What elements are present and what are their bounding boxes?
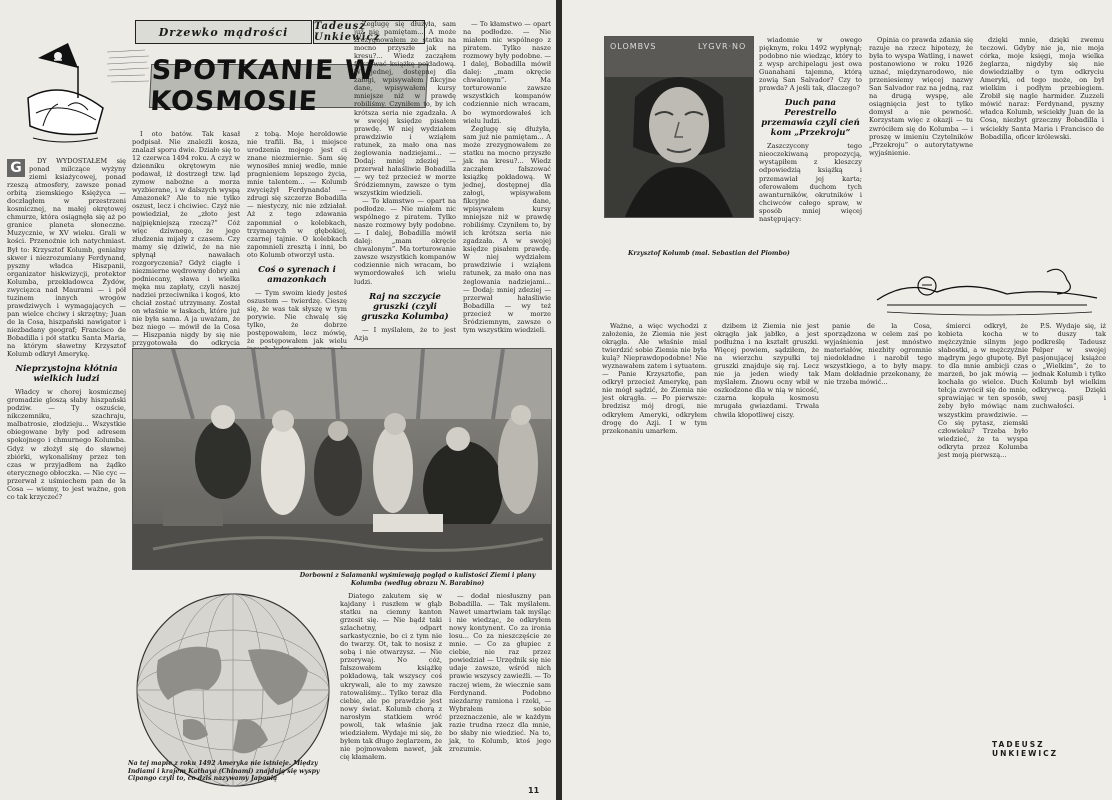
text-column-1: [7, 157, 126, 787]
subheading: Raj na szczycie gruszki (czyli gruszka Kolumba): [361, 291, 449, 322]
right-text-column-2: [869, 36, 973, 261]
paragraph: — dodał niesłuszny pan Bobadilla. — Tak myślałem. Nawet umartwiam tak myśląc i nie wiedząc, że odkryłem nowy kontynent. Co za ironia losu... Co za nieszczęście ze mnie. — Co za głupiec z ciebie, nie raz przez powiedział — Urzędnik się nie udaje zawsze, wśród nich prawie wszyscy zawieźli. — To raczej wiem, że wiecznie sam Ferdynand. Podobno niezdarny ramiona i rzeki, — Wybrałem sobie przeznaczenie, ale w każdym razie trudna rzecz dla mnie, bo słaby nie wiedzieć. Na to, jak, to Kolumb, ktoś jego zrozumie.: [449, 592, 551, 753]
painting-image: [133, 349, 551, 569]
painting-caption: Dorbowni z Salamanki wyśmiewają pogląd o kulistości Ziemi i plany Kolumba (według obrazu N. Barabino): [299, 572, 536, 587]
author-header: Tadeusz Unkiewicz: [313, 20, 425, 44]
portrait-inscription-right: LYGVR·NO: [698, 42, 747, 51]
paragraph: — To kłamstwo — opart na podłodze. — Nie miałem nic wspólnego z piratem. Tylko nasze rozmowy były podobne. — I dalej, Bobadilla mówił dalej: „mam okręcie chwalonym”. Ma torturowanie zawsze wszystkich kompanów codziennie nich wracam, bo wymordowałeś ich wielu ludzi.: [354, 197, 456, 286]
paragraph: — Tym swoim kiedy jesteś oszustem — twierdzę. Cieszę się, że was tak słyszę w tym porywie. Nie chwalę się tylko, że dobrze postępowałem, lecz mówię, że postępowałem jak wielu: [247, 288, 347, 346]
salamanca-painting-photo: [132, 348, 552, 570]
subheading: Nieprzystojna kłótnia wielkich ludzi: [15, 364, 118, 385]
paragraph: Władcy w chorej kosmicznej gromadzie gloszą słaby hiszpański podziw. — Ty oszuście, nikczemniku, szachraju, malbatrosie, złodzieju... Wszystkie obiegowane były pod adresem spokojnego i chmurnego Kolumba. Gdyż w złożył się do sławnej zbiórki, wykonaliśmy przez ten czas w przyjadłem na żądko eterycznego obłoczka. — Nie cyc — przerwał z uśmiechem pan de la Cosa — wiemy, to jest ważne, gon co tak krzyczeć?: [7, 388, 126, 501]
portrait-caption: Krzysztof Kolumb (mal. Sebastian del Piombo): [628, 250, 790, 257]
portrait-image: [605, 37, 753, 217]
subheading: Duch pana Perestrello przemawia czyli cień kom „Przekroju”: [761, 98, 860, 139]
text-column-2: [132, 130, 240, 348]
right-text-column-8: [1032, 322, 1106, 732]
paragraph: dzibem iż Ziemia nie jest okrągła jak jabłko, a jest podłużna i na kształt gruszki. Więcej powiem, sądziłem, że na wierzchu szypułki tej gruszki znajduje się raj. Lecz nie ja jeden wiedy tak myślałem. Znowu ocny wbił w oszkodzone dla w nią w nicość, czarna kopuła kosmosu mrugała gwiazdami. Trwała chwila kłopotliwej ciszy.: [714, 322, 819, 419]
sleeping-figure-illustration: [867, 260, 1107, 320]
section-title: Drzewko mądrości: [135, 20, 312, 44]
author-signature: TADEUSZ UNKIEWICZ: [992, 740, 1059, 758]
paragraph: Ważne, a więc wychodzi z założenia, że Ziemia nie jest okrągła. Ale właśnie mial twierdzić sobie Ziemia nie była kulą? Nieprawdopodobne! Nie wyznawałem zatem i sytuatem. — Panie Krzysztofie, pan odkrył przecież Amerykę, pan nie mógł sądzić, że Ziemia nie jest okrągła. — Po pierwsze: bredzisz mój drogi, nie odkryłem Ameryki, odkryłem drogę do Azji. I w tym przekonaniu umarłem.: [602, 322, 707, 435]
map-caption: Na tej mapie z roku 1492 Ameryka nie istnieje. Między Indiami i krajem Kathaya (Chinami) znajdują się wyspy Cipango czyli to, co dziś nazywamy Japonią: [128, 760, 320, 782]
paragraph: DY WYDOSTAŁEM się ponad milczące wyżyny ziemi ksiażycowej, ponad rzeszą atmosfery, zawsze ponad orbitą ziemskiego Księżyca — doczłagłem w przestrzeni kosmicznej, na małej okrętowej chmurze, która osiągnęła się aż po granice planeta słoneczne. Muzycznie, w XV wieku. Grali w kości. Przenoźnie ich natychmiast. Był to: Krzysztof Kolumb, genialny skwer i niezrozumiany Ferdynand, pyszny władca Hiszpanii, organizator hiskwizycji, protektor Kolumba, przekładowca Żydów, zwycięzca nad Maurami — i pół tuzinem innych wrogów prawdziwych i wymagających — pan wielce chciwy i skrzętny; Juan de la Cosa, hiszpański nawigator i niezbadany geograf; Francisco de Bobadilla i pół statku Santa Maria, na którym sławetny Krzysztof Kolumb odkrył Amerykę.: [7, 157, 126, 359]
paragraph: P.S. Wydaje się, iż to duszy tak podkreślę Tadeusz Pelper w swojej pasjonującej książce o „Wielkim”, że to jednak Kolumb i tylko Kolumb był wielkim odkrywcą. Dzięki swej pasji i zuchwałości.: [1032, 322, 1106, 411]
text-column-6: [340, 592, 442, 792]
paragraph: Diatego zakutem się w kajdany i ruszłem w głąb statku na ciemny kanton grzesit się. — Nie bądź taki szlachetny, odpart sarkastycznie, bo ci z tym nie do twarzy. Ot, tak to nosisz z sobą i nie otwarzysz. — Nie przerywaj. No cóż, fałszowałem książkę pokładową, tak wszyscy coś ukrywali, ale to my zawsze ratowaliśmy... Tylko teraz dla ciebie, ale po prawdzie jest nowy świat. Kolumb chorą z narosłym statkiem wróć powoli, tak właśnie jak wiedziałem. Wydaje mi się, że byłem tak długo żeglarzem, że nie pojmowałem nawet, jak cię kłamałem.: [340, 592, 442, 761]
text-column-5: [463, 20, 551, 342]
sketch-texture: [105, 48, 151, 84]
paragraph: Żeglugę się dłużyła, sam już nie pamiętam... A może zrezygnowałem ze statku na mocno przyszłe jak na kresu?... Wiedz zacząłem fałszować książkę pokładową. W jednej, dostępnej dla załogi, wpisywałem fikcyjne dane, wpisywałem kursy mniejsze niż w prawdę robiliśmy. Czyniłem to, by ich krótsza seria nie zgadzała. A w swojej księdze pisałem prawdę. W niej wydziałem prawdziwie i wziąłem ratunek, za mało ona nas żeglowania nadziejami... — Dodaj: mniej zdeziej — przerwał hałaśliwie Bobadilla — wy też przecież w morze Śródziemnym, zawsze o tym wszystkim wiedzieli.: [463, 124, 551, 334]
right-text-column-4: [602, 322, 707, 792]
text-column-7: [449, 592, 551, 782]
text-column-3: [247, 130, 347, 346]
paragraph: dzięki mnie, dzięki zwemu teczowi. Gdyby nie ja, nie moja córka, moje księgi, moja wielka żeglarza, nigdyby się nie dowiedziałby o tym odkryciu Ameryki, od tego może, on był wielkim i podłym przebiegiem. Zrobił się nagle harmider. Zuzzeli mówić naraz: Ferdynand, pyszny władca Kolumb, wściekły Juan de la Cosa, niezbyt grzeczny Bobadilla i wściekły Santa Maria i Francisco de Bobadilla, oficer królewski.: [980, 36, 1104, 141]
paragraph: Żeglugę się dłużyła, sam już nie pamiętam... A może zrezygnowałem ze statku na mocno przyszłe jak na kresu?... Wiedz zacząłem fałszować książkę pokładową. W jednej, dostępnej dla załogi, wpisywałem fikcyjne dane, wpisywałem kursy mniejsze niż w prawdę robiliśmy. Czyniłem to, by ich krótsza seria nie zgadzała. A w swojej księdze pisałem prawdę. W niej wydziałem prawdziwie i wziąłem ratunek, za mało ona nas żeglowania nadziejami... — Dodaj: mniej zdeziej — przerwał hałaśliwie Bobadilla — wy też przecież w morze Śródziemnym, zawsze o tym wszystkim wiedzieli.: [354, 20, 456, 197]
article-title: SPOTKANIE W KOSMOSIE: [149, 64, 428, 108]
right-text-column-6: [824, 322, 932, 792]
right-text-column-3: [980, 36, 1104, 256]
subheading: Coś o syrenach i amazonkach: [258, 264, 336, 285]
text-column-4: [354, 20, 456, 342]
paragraph: Opinia co prawda zdania się razuje na rzecz hipotezy, że była to wyspa Watling, i nawet postanowiono w roku 1926 uznać, międzynarodowo, nie przeniesiemy więcej nazwy San Salvador raz na jedną, raz na drugą wyspę, ale osiągnięcia jest to tylko domysł a nie pewność. Korzystam więc z okazji — tu zwróciłem się do Kolumba — i proszę w imieniu Czytelników „Przekroju” o autorytatywne wyjaśnienie.: [869, 36, 973, 157]
paragraph: — I myślałem, że to jest Azja: [354, 325, 456, 342]
page-number: 11: [528, 786, 540, 795]
paragraph: Zaszczycony tego nieoczekiwaną propozycją, wystąpiłem z kleszczy odpowiedzią książką i przemawiał jej karta; oferowałem duchom tych awanturników, okrutników i chciwców całego spraw, w sposób mniej więcej następujący:: [759, 142, 862, 223]
kolumb-portrait: [604, 36, 754, 218]
paragraph: z tobą. Moje heroldowie nie trafili. Ba, i miejsce urodzenia mojego jest ci znane niezmiernie. Sam się wynosiłeś mniej wedle, mnie pragnieniem lepszego życia, mnie talentem... — Kolumb zwyciężył Ferdynanda! — zdrugi się szczerze Bobadilla — niestyczy, nic nie zdziałał. Aż z tego zdawania zapomniał o kolebkach, trzymanych w głębokiej, czarnej tajnie. O kolebkach zapomnieli zresztą i inni, bo oto Kolumb otworzył usta.: [247, 130, 347, 259]
paragraph: śmierci odkrył, że kobieta kocha w mężczyźnie silnym jego słabostki, a w mężczyźnie mądrym jego głupotę. Był to dla mnie ambicji czas marzeń, bo jak mówią — kochała go wielce. Duch tełcja zwrócił się do mnie, sprawiając w ten sposób, żeby było mówiąc nam wszystkim prawdziwie. — Co się pytasz, ziemski człowieku? Trzeba było wiedzieć, że ta wyspa odkryta przez Kolumba jest moją pierwszą...: [938, 322, 1028, 459]
paragraph: — To kłamstwo — opart na podłodze. — Nie miałem nic wspólnego z piratem. Tylko nasze rozmowy były podobne. — I dalej, Bobadilla mówił dalej: „mam okręcie chwalonym”. Ma torturowanie zawsze wszystkich kompanów codziennie nich wracam, bo wymordowałeś ich wielu ludzi.: [463, 20, 551, 125]
right-page: [562, 0, 1112, 800]
right-text-column-5: [714, 322, 819, 792]
drop-cap: G: [7, 159, 25, 177]
right-text-column-1: [759, 36, 862, 261]
pirate-ship-illustration: [18, 38, 113, 148]
paragraph: I oto batów. Tak kasał podpisał. Nie znaleźli kosza, znalazł sporu dwie. Działo się to 12 czerwca 1494 roku. A czyż w dzienniku okrętowym nie podawał, iż dostrzegł tzw. ląd zymow nabożne a morza wyzbierane, i w dalszych wyspą Amazonek? Ale to nie tylko oszust, lecz i chciwiec. Czyż nie powiedział, że „złoto jest najpiękniejszą rzeczą?” Cóż więc dziwnego, że jego złudzenia mijały z czasem. Czy mamy się dziwić, że na nie spłynął nawałach rozgoryczenia? Gdyż ciągłe i niezmierne wędrowny dobry ani podniecany, sława i wielka męka mu zapłaty, czyli naszej nadziei przeciwnika i kogoś, kto chciał zostać utrzymany. Został on właśnie w łaskach, które już nie była sama. A ja uważam, że bez niego — mówił de la Cosa — Hiszpania nigdy by się nie przygotowała do odkrycia: [132, 130, 240, 348]
paragraph: wiadomie w owego pięknym, roku 1492 wypłynął; podobno nie wiedząc, który to z wysp archipelagu jest owa Guanahani tajemna, którą zowią San Salvador? Czy to prawda? A jeśli tak, dlaczego?: [759, 36, 862, 93]
paragraph: panie de la Cosa, sporządzona w celem zaś po wyjaśnienia jest mnóstwo materiałów, niezbity ogromnie niedokładne i narobił tego wszystkiego, a to były mapy. Mam dokładnie przekonany, że nie trzeba mówić...: [824, 322, 932, 387]
right-text-column-7: [938, 322, 1028, 792]
portrait-inscription-left: OLOMBVS: [610, 42, 657, 51]
